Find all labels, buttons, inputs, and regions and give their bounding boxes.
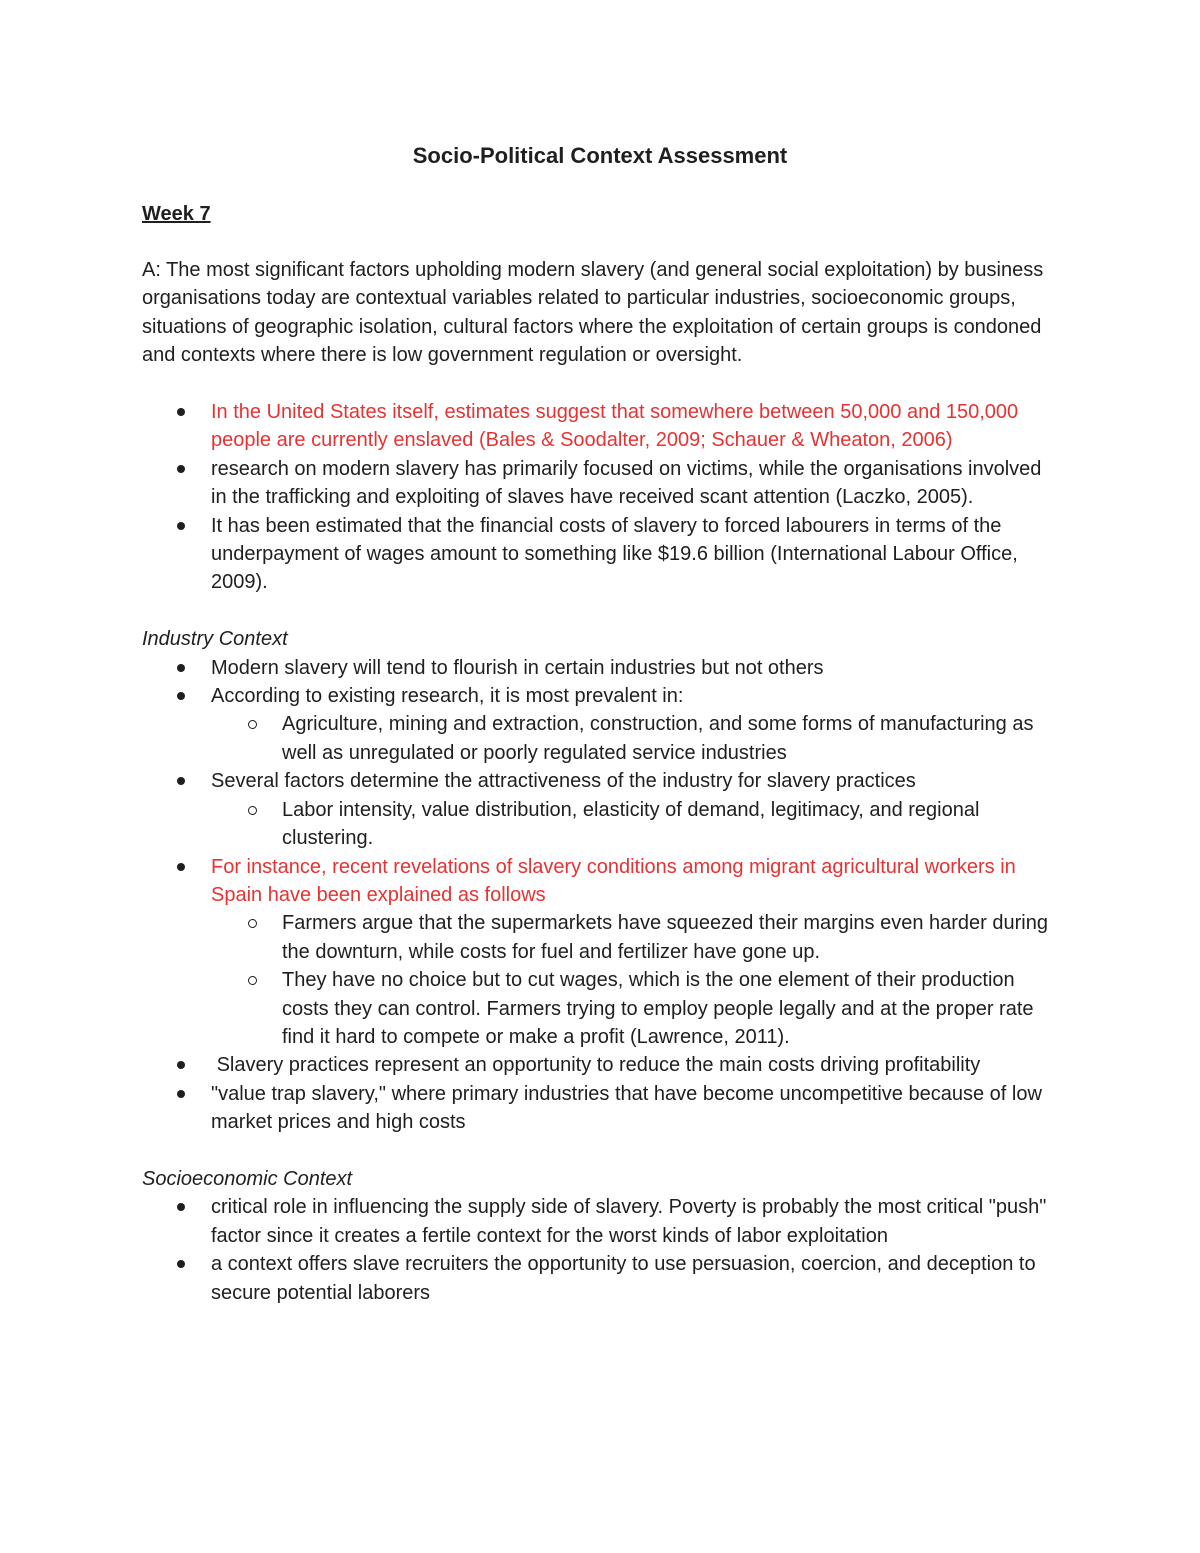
filled-bullet-icon xyxy=(177,664,185,672)
filled-bullet-icon xyxy=(177,1203,185,1211)
spacer xyxy=(142,597,1060,625)
hollow-bullet-icon xyxy=(248,976,257,985)
list-item xyxy=(142,682,1060,767)
intro-paragraph: A: The most significant factors upholding modern slavery (and general social exploitation) by business organisations today are contextual variables related to particular industries, socioeconomic groups, situations of geographic isolation, cultural factors where the exploitation of certain groups is condoned and contexts where there is low government regulation or oversight. xyxy=(142,259,1044,367)
list-item xyxy=(142,1193,1060,1250)
spacer xyxy=(142,1137,1060,1165)
sub-list-item-text: Labor intensity, value distribution, elasticity of demand, legitimacy, and regional clustering. xyxy=(282,798,980,850)
industry-bullet-list xyxy=(142,654,1060,1137)
socioeconomic-bullet-list xyxy=(142,1193,1060,1307)
sub-list-item xyxy=(211,710,1060,767)
sub-list-item-text: They have no choice but to cut wages, which is the one element of their production costs they can control. Farmers trying to employ people legally and at the proper rate find it hard to compete or make a profit (Lawrence, 2011). xyxy=(282,969,1034,1048)
spacer xyxy=(142,370,1060,398)
sub-bullet-list xyxy=(211,909,1060,1051)
list-item-text: In the United States itself, estimates suggest that somewhere between 50,000 and 150,000 people are currently enslaved (Bales & Soodalter, 2009; Schauer & Wheaton, 2006) xyxy=(211,401,1019,452)
list-item xyxy=(142,398,1060,455)
socioeconomic-context-heading: Socioeconomic Context xyxy=(142,1167,353,1190)
list-item-text: Several factors determine the attractiveness of the industry for slavery practices xyxy=(211,770,916,793)
filled-bullet-icon xyxy=(177,1061,185,1069)
filled-bullet-icon xyxy=(177,777,185,785)
filled-bullet-icon xyxy=(177,408,185,416)
sub-list-item xyxy=(211,966,1060,1051)
list-item xyxy=(142,455,1060,512)
sub-list-item-text: Agriculture, mining and extraction, construction, and some forms of manufacturing as well as unregulated or poorly regulated service industries xyxy=(282,713,1034,764)
industry-context-heading: Industry Context xyxy=(142,628,288,651)
document-title: Socio-Political Context Assessment xyxy=(412,143,788,168)
sub-list-item-text: Farmers argue that the supermarkets have squeezed their margins even harder during the downturn, while costs for fuel and fertilizer have gone up. xyxy=(282,912,1048,963)
hollow-bullet-icon xyxy=(248,720,257,729)
sub-list-item xyxy=(211,796,1060,853)
hollow-bullet-icon xyxy=(248,919,257,928)
list-item-text: research on modern slavery has primarily focused on victims, while the organisations involved in the trafficking and exploiting of slaves have received scant attention (Laczko, 2005). xyxy=(211,457,1042,509)
filled-bullet-icon xyxy=(177,863,185,871)
list-item-text: Modern slavery will tend to flourish in certain industries but not others xyxy=(211,656,824,679)
list-item-text: According to existing research, it is most prevalent in: xyxy=(211,685,684,708)
list-item-text: It has been estimated that the financial costs of slavery to forced labourers in terms of the underpayment of wages amount to something like $19.6 billion (International Labour Office, 2009). xyxy=(211,514,1018,594)
list-item-text: For instance, recent revelations of slavery conditions among migrant agricultural workers in Spain have been explained as follows xyxy=(211,855,1016,906)
list-item xyxy=(142,1250,1060,1307)
list-item xyxy=(142,654,1060,682)
list-item xyxy=(142,767,1060,852)
list-item-text: critical role in influencing the supply side of slavery. Poverty is probably the most critical "push" factor since it creates a fertile context for the worst kinds of labor exploitation xyxy=(211,1196,1047,1247)
document-body xyxy=(142,256,1060,1307)
filled-bullet-icon xyxy=(177,692,185,700)
week-heading: Week 7 xyxy=(142,203,211,225)
intro-bullet-list xyxy=(142,398,1060,597)
list-item-text: "value trap slavery," where primary industries that have become uncompetitive because of low market prices and high costs xyxy=(211,1082,1042,1134)
list-item xyxy=(142,853,1060,1052)
filled-bullet-icon xyxy=(177,522,185,530)
hollow-bullet-icon xyxy=(248,806,257,815)
list-item xyxy=(142,512,1060,597)
filled-bullet-icon xyxy=(177,1260,185,1268)
sub-list-item xyxy=(211,909,1060,966)
filled-bullet-icon xyxy=(177,1090,185,1098)
list-item xyxy=(142,1051,1060,1079)
sub-bullet-list xyxy=(211,796,1060,853)
sub-bullet-list xyxy=(211,710,1060,767)
list-item xyxy=(142,1080,1060,1137)
list-item-text: Slavery practices represent an opportunity to reduce the main costs driving profitability xyxy=(211,1054,981,1077)
filled-bullet-icon xyxy=(177,465,185,473)
list-item-text: a context offers slave recruiters the opportunity to use persuasion, coercion, and deception to secure potential laborers xyxy=(211,1253,1036,1304)
